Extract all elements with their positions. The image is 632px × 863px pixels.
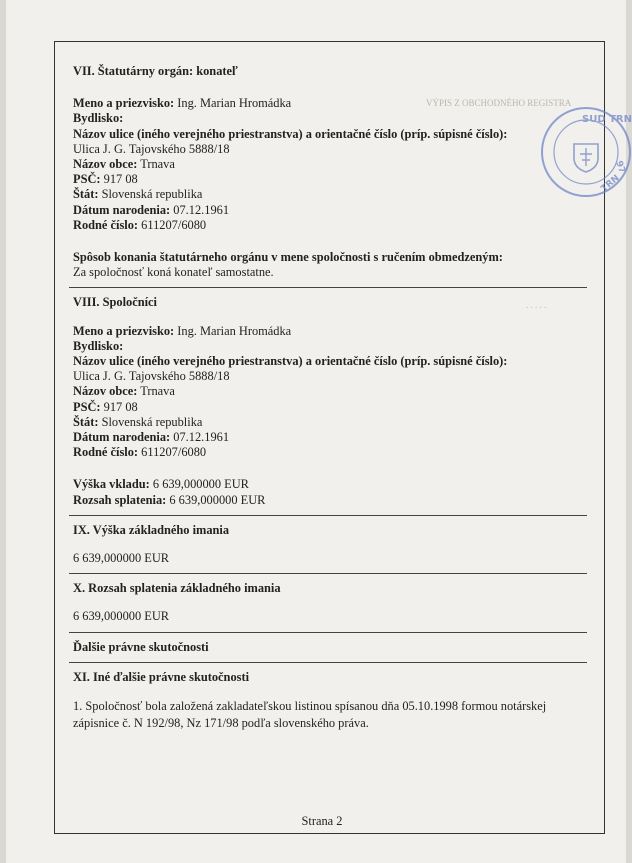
divider <box>69 662 587 663</box>
partner-residence-label: Bydlisko: <box>73 338 124 353</box>
document-page <box>6 0 632 863</box>
statutory-street: Ulica J. G. Tajovského 5888/18 <box>73 141 230 156</box>
page-number: Strana 2 <box>301 814 343 828</box>
svg-text:SUD TRN: SUD TRN <box>582 114 632 125</box>
partner-street-label: Názov ulice (iného verejného priestranstva) a orientačné číslo (príp. súpisné číslo): <box>73 354 508 369</box>
partner-street: Ulica J. G. Tajovského 5888/18 <box>73 369 230 384</box>
section-heading-partners: VIII. Spoločníci <box>73 295 157 310</box>
section-heading-capital: IX. Výška základného imania <box>73 522 230 537</box>
document-body <box>73 64 583 732</box>
section-heading-other-facts: Ďalšie právne skutočnosti <box>73 639 209 654</box>
divider <box>69 573 587 574</box>
divider <box>69 287 587 288</box>
partner-birth-number: Rodné číslo: 611207/6080 <box>73 445 207 460</box>
statutory-town: Názov obce: Trnava <box>73 157 175 172</box>
show-through-text: VÝPIS Z OBCHODNÉHO REGISTRA <box>426 98 572 108</box>
partner-paid: Rozsah splatenia: 6 639,000000 EUR <box>73 492 266 507</box>
show-through-text: . . . . . <box>526 300 547 310</box>
statutory-birth-number: Rodné číslo: 611207/6080 <box>73 217 207 232</box>
founding-note: 1. Spoločnosť bola založená zakladateľskou listinou spísanou dňa 05.10.1998 formou notárskej zápisnice č. N 192/98, Nz 171/98 podľa slovenského práva. <box>73 699 547 731</box>
statutory-psc: PSČ: 917 08 <box>73 172 138 187</box>
divider <box>69 515 587 516</box>
capital-paid-value: 6 639,000000 EUR <box>73 609 170 624</box>
statutory-dob: Dátum narodenia: 07.12.1961 <box>73 202 230 217</box>
statutory-street-label: Názov ulice (iného verejného priestranstva) a orientačné číslo (príp. súpisné číslo): <box>73 126 508 141</box>
statutory-state: Štát: Slovenská republika <box>73 187 203 202</box>
partner-name: Meno a priezvisko: Ing. Marian Hromádka <box>73 323 292 338</box>
svg-text:TRN: TRN <box>599 173 622 195</box>
acting-mode-label: Spôsob konania štatutárneho orgánu v mene spoločnosti s ručením obmedzeným: <box>73 250 503 265</box>
divider <box>69 632 587 633</box>
statutory-name: Meno a priezvisko: Ing. Marian Hromádka <box>73 96 292 111</box>
statutory-residence-label: Bydlisko: <box>73 111 124 126</box>
partner-state: Štát: Slovenská republika <box>73 414 203 429</box>
partner-town: Názov obce: Trnava <box>73 384 175 399</box>
section-heading-other-legal-facts: XI. Iné ďalšie právne skutočnosti <box>73 669 250 684</box>
capital-value: 6 639,000000 EUR <box>73 551 170 566</box>
acting-mode-value: Za spoločnosť koná konateľ samostatne. <box>73 265 274 280</box>
partner-psc: PSČ: 917 08 <box>73 399 138 414</box>
svg-text:97: 97 <box>613 159 627 175</box>
partner-dob: Dátum narodenia: 07.12.1961 <box>73 430 230 445</box>
section-heading-statutory: VII. Štatutárny orgán: konateľ <box>73 64 238 78</box>
section-heading-capital-paid: X. Rozsah splatenia základného imania <box>73 581 281 596</box>
partner-deposit: Výška vkladu: 6 639,000000 EUR <box>73 477 249 492</box>
